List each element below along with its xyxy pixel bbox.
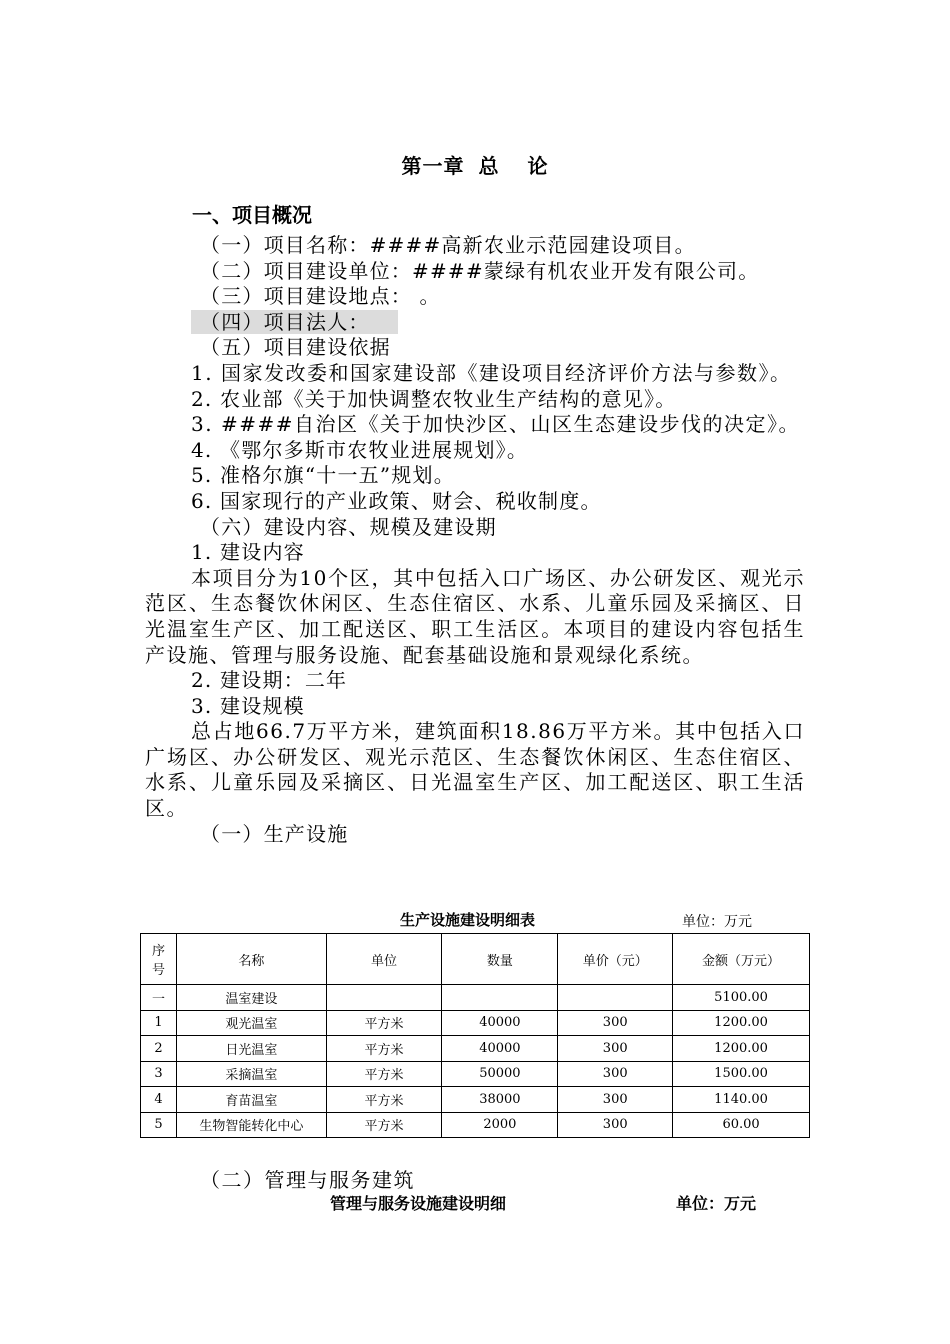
cell-unit-price: 300 xyxy=(558,1112,673,1138)
chapter-title-word-1: 总 xyxy=(478,154,500,178)
cell-unit-price: 300 xyxy=(558,1036,673,1062)
cell-unit: 平方米 xyxy=(326,1036,442,1062)
management-services-heading: （二）管理与服务建筑 xyxy=(200,1168,415,1192)
basis-item-1: 1. 国家发改委和国家建设部《建设项目经济评价方法与参数》。 xyxy=(191,360,792,385)
production-facilities-table xyxy=(140,933,810,1138)
cell-amount: 1200.00 xyxy=(673,1036,810,1062)
cell-amount: 5100.00 xyxy=(673,985,810,1011)
cell-index: 1 xyxy=(141,1010,177,1036)
header-quantity: 数量 xyxy=(442,934,558,985)
basis-item-6: 6. 国家现行的产业政策、财会、税收制度。 xyxy=(191,488,602,513)
basis-item-5: 5. 准格尔旗“十一五”规划。 xyxy=(191,463,455,488)
cell-unit: 平方米 xyxy=(326,1010,442,1036)
cell-name: 观光温室 xyxy=(176,1010,326,1036)
cell-name: 生物智能转化中心 xyxy=(176,1112,326,1138)
cell-unit-price: 300 xyxy=(558,1010,673,1036)
cell-unit-price: 300 xyxy=(558,1061,673,1087)
project-location-line: （三）项目建设地点： 。 xyxy=(200,284,441,309)
basis-item-2: 2. 农业部《关于加快调整农牧业生产结构的意见》。 xyxy=(191,386,677,411)
cell-name: 采摘温室 xyxy=(176,1061,326,1087)
cell-index: 2 xyxy=(141,1036,177,1062)
construction-scale-heading: 3. 建设规模 xyxy=(191,693,305,718)
body-text xyxy=(145,233,805,847)
cell-name: 温室建设 xyxy=(176,985,326,1011)
header-amount: 金额（万元） xyxy=(673,934,810,985)
table-title: 生产设施建设明细表 xyxy=(400,911,536,929)
cell-unit: 平方米 xyxy=(326,1112,442,1138)
cell-unit xyxy=(326,985,442,1011)
cell-quantity xyxy=(442,985,558,1011)
project-legal-person-line: （四）项目法人： xyxy=(191,310,398,334)
management-table-unit: 单位：万元 xyxy=(676,1194,757,1213)
cell-index: 5 xyxy=(141,1112,177,1138)
header-name: 名称 xyxy=(176,934,326,985)
table-row xyxy=(141,985,810,1011)
cell-quantity: 38000 xyxy=(442,1087,558,1113)
cell-amount: 1200.00 xyxy=(673,1010,810,1036)
cell-unit-price: 300 xyxy=(558,1087,673,1113)
cell-amount: 60.00 xyxy=(673,1112,810,1138)
cell-index: 一 xyxy=(141,985,177,1011)
project-unit-line: （二）项目建设单位：####蒙绿有机农业开发有限公司。 xyxy=(200,258,760,283)
chapter-title-number: 第一章 xyxy=(401,154,465,178)
construction-period-line: 2. 建设期：二年 xyxy=(191,668,348,693)
cell-unit: 平方米 xyxy=(326,1061,442,1087)
project-basis-heading: （五）项目建设依据 xyxy=(200,335,391,360)
table-row xyxy=(141,1112,810,1138)
cell-amount: 1140.00 xyxy=(673,1087,810,1113)
section-title: 一、项目概况 xyxy=(192,203,312,227)
cell-unit-price xyxy=(558,985,673,1011)
cell-name: 日光温室 xyxy=(176,1036,326,1062)
table-caption xyxy=(0,909,950,933)
construction-content-paragraph: 本项目分为10个区，其中包括入口广场区、办公研发区、观光示范区、生态餐饮休闲区、生态住宿区、水系、儿童乐园及采摘区、日光温室生产区、加工配送区、职工生活区。本项目的建设内容包括生产设施、管理与服务设施、配套基础设施和景观绿化系统。 xyxy=(145,565,805,667)
cell-index: 3 xyxy=(141,1061,177,1087)
cell-amount: 1500.00 xyxy=(673,1061,810,1087)
basis-item-4: 4. 《鄂尔多斯市农牧业进展规划》。 xyxy=(191,437,529,462)
table-header-row xyxy=(141,934,810,985)
table-unit: 单位：万元 xyxy=(682,914,752,930)
chapter-title xyxy=(0,150,950,179)
header-unit: 单位 xyxy=(326,934,442,985)
table-row xyxy=(141,1061,810,1087)
table-row xyxy=(141,1087,810,1113)
construction-scale-paragraph: 总占地66.7万平方米，建筑面积18.86万平方米。其中包括入口广场区、办公研发区、观光示范区、生态餐饮休闲区、生态住宿区、水系、儿童乐园及采摘区、日光温室生产区、加工配送区、职工生活区。 xyxy=(145,719,805,821)
basis-item-3: 3. ####自治区《关于加快沙区、山区生态建设步伐的决定》。 xyxy=(191,412,800,437)
chapter-title-word-2: 论 xyxy=(527,154,549,178)
construction-content-heading: 1. 建设内容 xyxy=(191,540,305,565)
production-facilities-heading: （一）生产设施 xyxy=(200,821,349,846)
management-table-title: 管理与服务设施建设明细 xyxy=(330,1194,507,1213)
cell-quantity: 40000 xyxy=(442,1036,558,1062)
cell-index: 4 xyxy=(141,1087,177,1113)
header-unit-price: 单价（元） xyxy=(558,934,673,985)
cell-unit: 平方米 xyxy=(326,1087,442,1113)
cell-quantity: 2000 xyxy=(442,1112,558,1138)
table-row xyxy=(141,1036,810,1062)
header-index: 序号 xyxy=(141,934,177,985)
construction-heading: （六）建设内容、规模及建设期 xyxy=(200,514,497,539)
table-row xyxy=(141,1010,810,1036)
cell-quantity: 50000 xyxy=(442,1061,558,1087)
cell-quantity: 40000 xyxy=(442,1010,558,1036)
project-name-line: （一）项目名称：####高新农业示范园建设项目。 xyxy=(200,233,696,257)
cell-name: 育苗温室 xyxy=(176,1087,326,1113)
